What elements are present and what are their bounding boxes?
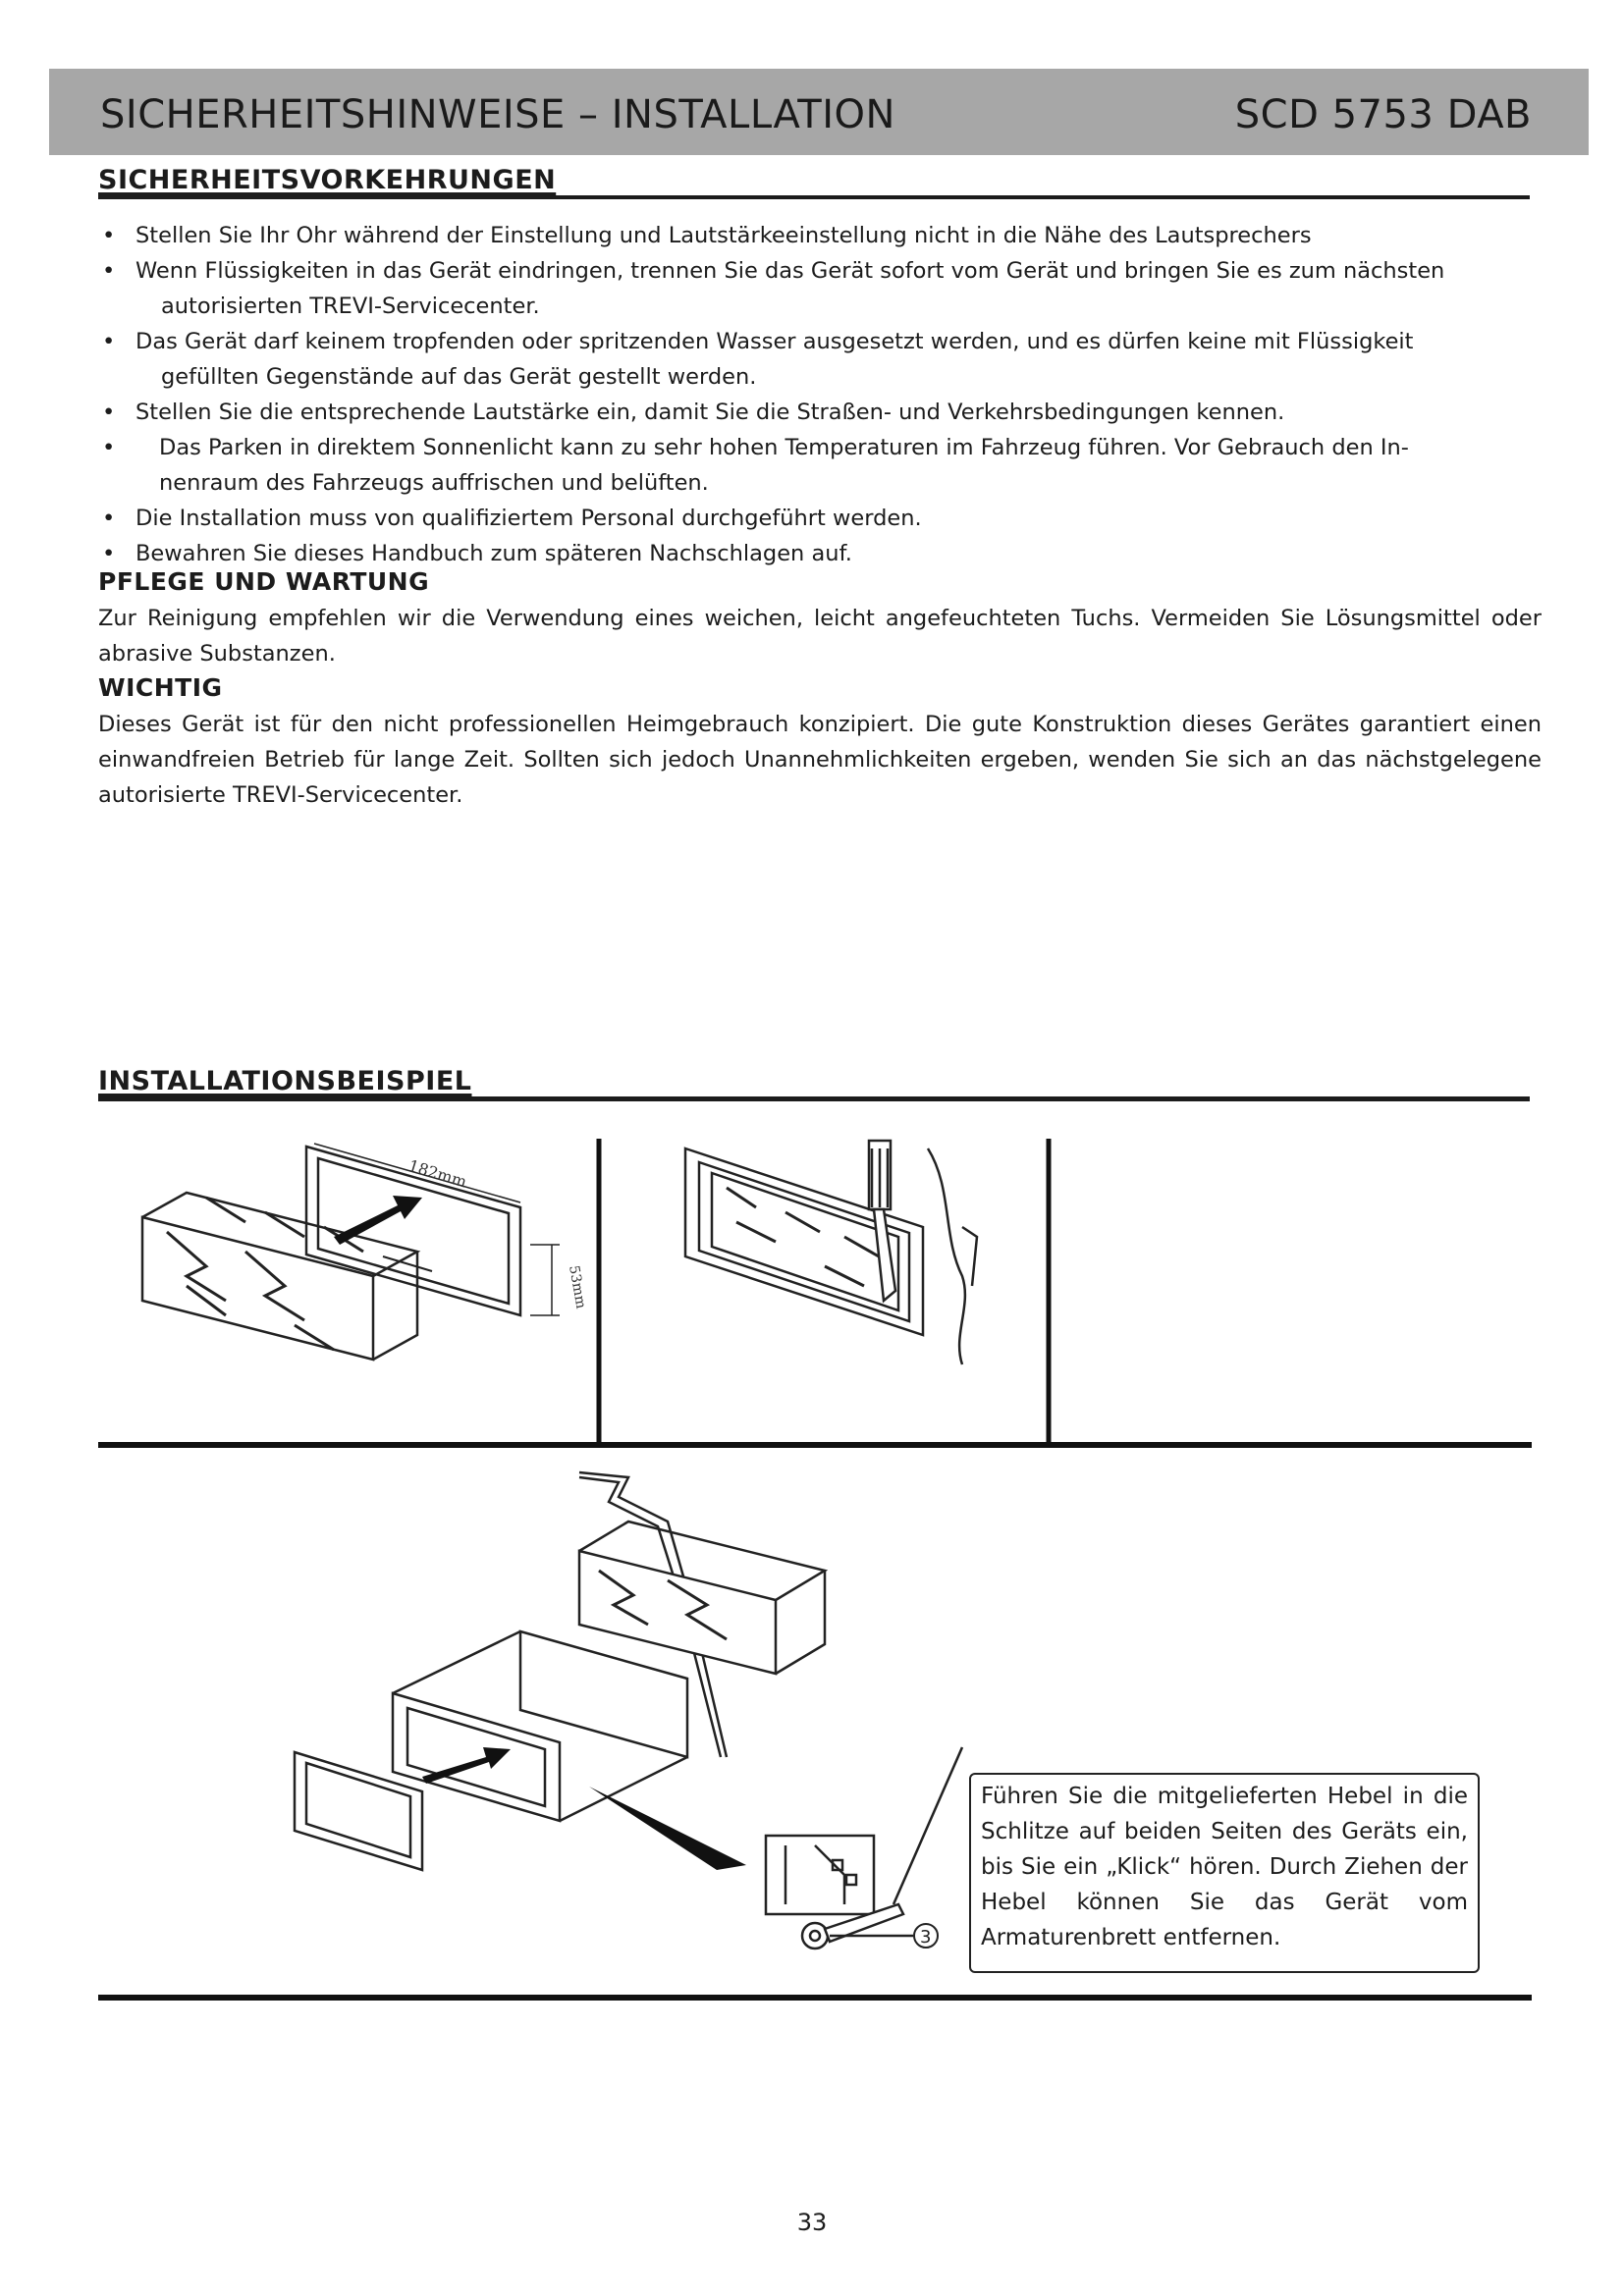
section-rule (98, 195, 1530, 199)
installation-heading: INSTALLATIONSBEISPIEL (98, 1066, 472, 1096)
list-item-continuation: nenraum des Fahrzeugs auffrischen und belüften. (159, 470, 709, 496)
list-item-continuation: autorisierten TREVI-Servicecenter. (161, 294, 540, 319)
sleeve-and-frame-drawing (142, 1144, 560, 1360)
list-item-text: Die Installation muss von qualifiziertem Personal durchgeführt werden. (135, 506, 922, 531)
release-instructions: Führen Sie die mitgelieferten Hebel in die Schlitze auf beiden Seiten des Geräts ein, bis Sie ein „Klick“ hören. Durch Ziehen der Hebel können Sie das Gerät vom Armaturenbrett entfernen. (969, 1773, 1480, 1973)
list-item-text: Stellen Sie die entsprechende Lautstärke ein, damit Sie die Straßen- und Verkehrsbedingungen kennen. (135, 400, 1285, 425)
list-item (98, 218, 1542, 253)
header-band (49, 69, 1589, 155)
list-item-text: Wenn Flüssigkeiten in das Gerät eindringen, trennen Sie das Gerät sofort vom Gerät und bringen Sie es zum nächsten (135, 258, 1445, 284)
list-item-text: Bewahren Sie dieses Handbuch zum späteren Nachschlagen auf. (135, 541, 852, 566)
important-text: Dieses Gerät ist für den nicht professionellen Heimgebrauch konzipiert. Die gute Konstruktion dieses Gerätes garantiert einen einwandfreien Betrieb für lange Zeit. Sollten sich jedoch Unannehmlichkeiten ergeben, wenden Sie sich an das nächstgelegene autorisierte TREVI-Servicecenter. (98, 712, 1542, 808)
safety-heading: SICHERHEITSVORKEHRUNGEN (98, 165, 557, 195)
dimension-height: 53mm (566, 1263, 589, 1310)
safety-list (98, 218, 1542, 571)
step-number: 3 (920, 1927, 932, 1948)
list-item-text: Das Parken in direktem Sonnenlicht kann zu sehr hohen Temperaturen im Fahrzeug führen. Vor Gebrauch den In- (159, 435, 1409, 460)
unit-installation-drawing (295, 1472, 962, 1949)
important-heading: WICHTIG (98, 673, 223, 702)
screwdriver-drawing (685, 1141, 977, 1364)
page-title: SICHERHEITSHINWEISE – INSTALLATION (100, 92, 895, 137)
list-item (98, 430, 1542, 501)
insert-arrow (334, 1196, 422, 1245)
list-item (98, 324, 1542, 395)
page-number: 33 (796, 2209, 828, 2236)
list-item (98, 501, 1542, 536)
list-item-text: Stellen Sie Ihr Ohr während der Einstellung und Lautstärkeeinstellung nicht in die Nähe des Lautsprechers (135, 223, 1312, 248)
care-text: Zur Reinigung empfehlen wir die Verwendung eines weichen, leicht angefeuchteten Tuchs. Vermeiden Sie Lösungsmittel oder abrasive Substanzen. (98, 606, 1542, 667)
dimension-width: 182mm (406, 1155, 469, 1192)
detail-arrow (589, 1787, 746, 1870)
section-rule (98, 1096, 1530, 1101)
care-heading: PFLEGE UND WARTUNG (98, 567, 430, 596)
list-item-continuation: gefüllten Gegenstände auf das Gerät gestellt werden. (161, 364, 757, 390)
list-item-text: Das Gerät darf keinem tropfenden oder spritzenden Wasser ausgesetzt werden, und es dürfen keine mit Flüssigkeit (135, 329, 1414, 354)
list-item (98, 395, 1542, 430)
list-item (98, 536, 1542, 571)
model-number: SCD 5753 DAB (1234, 92, 1532, 137)
list-item (98, 253, 1542, 324)
